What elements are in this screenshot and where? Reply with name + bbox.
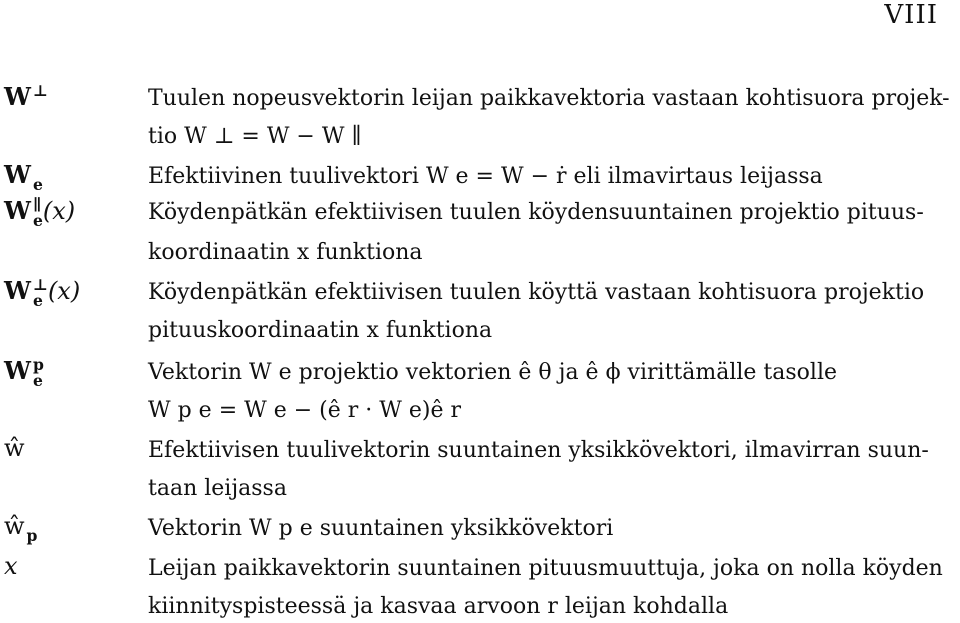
page-number: VIII — [884, 0, 938, 30]
symbol-description-line: Efektiivinen tuulivektori W e = W − ṙ eli ilmavirtaus leijassa — [148, 164, 823, 189]
symbol-description-line: Köydenpätkän efektiivisen tuulen köydensuuntainen projektio pituus- — [148, 200, 924, 225]
symbol-term: W p e — [4, 354, 44, 390]
symbol-term: ŵ — [4, 434, 25, 462]
symbol-term: W e — [4, 160, 43, 194]
symbol-description-line: Vektorin W p e suuntainen yksikkövektori — [148, 516, 614, 541]
symbol-description-line: Leijan paikkavektorin suuntainen pituusmuuttuja, joka on nolla köyden — [148, 556, 943, 581]
symbol-term: W ∥ e (x) — [4, 194, 76, 230]
symbol-description-line: Vektorin W e projektio vektorien ê θ ja ê ϕ virittämälle tasolle — [148, 360, 838, 385]
symbol-description-line: Köydenpätkän efektiivisen tuulen köyttä vastaan kohtisuora projektio — [148, 280, 925, 305]
symbol-description-line: Efektiivisen tuulivektorin suuntainen yksikkövektori, ilmavirran suun- — [148, 438, 929, 463]
symbol-description-line: W p e = W e − (ê r · W e)ê r — [148, 398, 461, 423]
symbol-term: x — [4, 552, 18, 580]
symbol-description-line: Tuulen nopeusvektorin leijan paikkavektoria vastaan kohtisuora projek- — [148, 86, 950, 111]
symbol-term: W ⊥ e (x) — [4, 274, 81, 310]
symbol-term: ŵ p — [4, 512, 38, 545]
symbol-description-line: kiinnityspisteessä ja kasvaa arvoon r leijan kohdalla — [148, 594, 729, 619]
symbol-term: W ⊥ — [4, 80, 48, 111]
symbol-description-line: tio W ⊥ = W − W ∥ — [148, 124, 362, 149]
symbol-description-line: koordinaatin x funktiona — [148, 240, 423, 265]
symbol-description-line: pituuskoordinaatin x funktiona — [148, 318, 493, 343]
symbol-description-line: taan leijassa — [148, 476, 287, 501]
